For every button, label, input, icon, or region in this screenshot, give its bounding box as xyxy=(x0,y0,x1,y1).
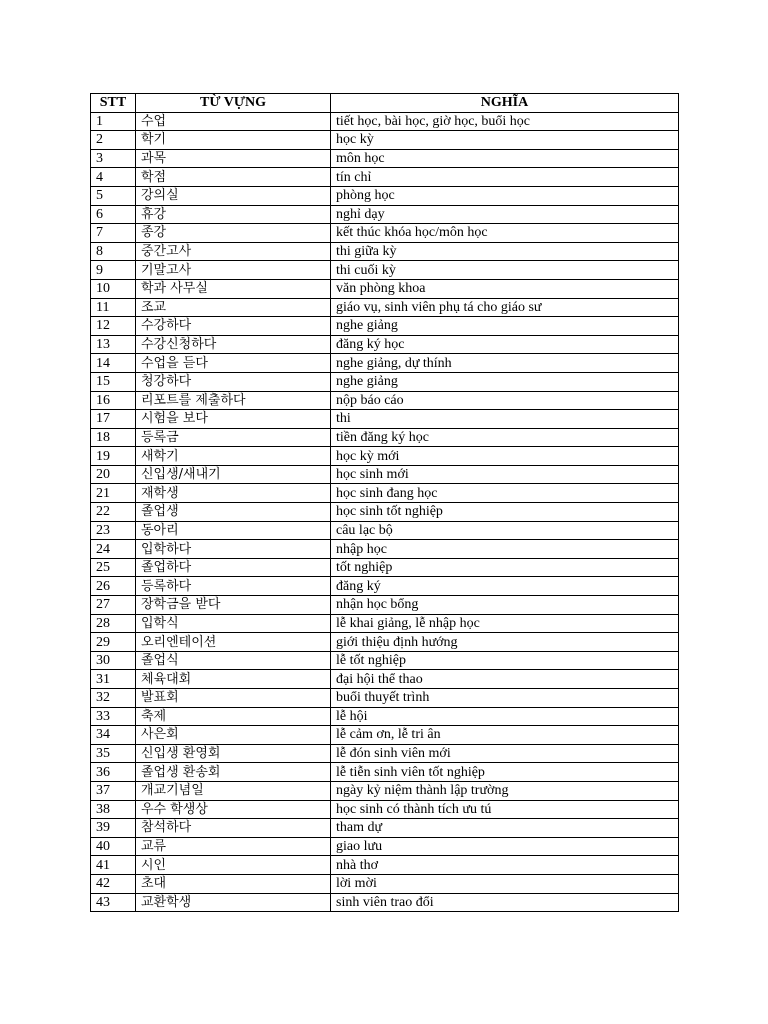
row-number: 28 xyxy=(91,614,136,633)
row-number: 24 xyxy=(91,540,136,559)
table-row xyxy=(91,763,679,782)
vocabulary-word: 기말고사 xyxy=(136,261,331,280)
header-word: TỪ VỰNG xyxy=(136,94,331,113)
vocabulary-word: 등록하다 xyxy=(136,577,331,596)
vocabulary-word: 새학기 xyxy=(136,447,331,466)
word-meaning: giới thiệu định hướng xyxy=(331,633,679,652)
row-number: 17 xyxy=(91,410,136,429)
table-row xyxy=(91,726,679,745)
word-meaning: thi giữa kỳ xyxy=(331,242,679,261)
row-number: 33 xyxy=(91,707,136,726)
table-row xyxy=(91,874,679,893)
table-row xyxy=(91,744,679,763)
table-row xyxy=(91,261,679,280)
word-meaning: phòng học xyxy=(331,186,679,205)
table-row xyxy=(91,558,679,577)
vocabulary-word: 학기 xyxy=(136,131,331,150)
vocabulary-word: 중간고사 xyxy=(136,242,331,261)
table-row xyxy=(91,689,679,708)
row-number: 15 xyxy=(91,372,136,391)
table-row xyxy=(91,354,679,373)
table-row xyxy=(91,596,679,615)
row-number: 37 xyxy=(91,781,136,800)
word-meaning: tốt nghiệp xyxy=(331,558,679,577)
vocabulary-word: 수강하다 xyxy=(136,317,331,336)
vocabulary-word: 동아리 xyxy=(136,521,331,540)
word-meaning: lời mời xyxy=(331,874,679,893)
row-number: 29 xyxy=(91,633,136,652)
row-number: 36 xyxy=(91,763,136,782)
vocabulary-word: 졸업식 xyxy=(136,651,331,670)
table-row xyxy=(91,633,679,652)
table-row xyxy=(91,484,679,503)
vocabulary-word: 오리엔테이션 xyxy=(136,633,331,652)
word-meaning: thi xyxy=(331,410,679,429)
table-row xyxy=(91,186,679,205)
vocabulary-word: 학점 xyxy=(136,168,331,187)
word-meaning: lễ tốt nghiệp xyxy=(331,651,679,670)
row-number: 8 xyxy=(91,242,136,261)
vocabulary-word: 입학식 xyxy=(136,614,331,633)
row-number: 20 xyxy=(91,465,136,484)
table-row xyxy=(91,428,679,447)
row-number: 39 xyxy=(91,819,136,838)
row-number: 42 xyxy=(91,874,136,893)
row-number: 4 xyxy=(91,168,136,187)
word-meaning: nhận học bổng xyxy=(331,596,679,615)
word-meaning: thi cuối kỳ xyxy=(331,261,679,280)
word-meaning: buổi thuyết trình xyxy=(331,689,679,708)
vocabulary-word: 장학금을 받다 xyxy=(136,596,331,615)
word-meaning: học sinh có thành tích ưu tú xyxy=(331,800,679,819)
row-number: 35 xyxy=(91,744,136,763)
table-row xyxy=(91,112,679,131)
word-meaning: lễ khai giảng, lễ nhập học xyxy=(331,614,679,633)
header-meaning: NGHĨA xyxy=(331,94,679,113)
word-meaning: nghe giảng xyxy=(331,317,679,336)
word-meaning: lễ hội xyxy=(331,707,679,726)
row-number: 16 xyxy=(91,391,136,410)
vocabulary-word: 청강하다 xyxy=(136,372,331,391)
table-row xyxy=(91,540,679,559)
table-body xyxy=(91,112,679,912)
vocabulary-word: 축제 xyxy=(136,707,331,726)
table-row xyxy=(91,205,679,224)
table-row xyxy=(91,224,679,243)
table-row xyxy=(91,893,679,912)
table-row xyxy=(91,335,679,354)
row-number: 7 xyxy=(91,224,136,243)
word-meaning: nghe giảng, dự thính xyxy=(331,354,679,373)
table-row xyxy=(91,298,679,317)
vocabulary-word: 종강 xyxy=(136,224,331,243)
row-number: 22 xyxy=(91,503,136,522)
table-row xyxy=(91,503,679,522)
table-row xyxy=(91,391,679,410)
vocabulary-word: 졸업생 xyxy=(136,503,331,522)
row-number: 12 xyxy=(91,317,136,336)
word-meaning: ngày kỷ niệm thành lập trường xyxy=(331,781,679,800)
vocabulary-word: 시험을 보다 xyxy=(136,410,331,429)
word-meaning: giáo vụ, sinh viên phụ tá cho giáo sư xyxy=(331,298,679,317)
vocabulary-word: 우수 학생상 xyxy=(136,800,331,819)
table-row xyxy=(91,707,679,726)
word-meaning: học sinh mới xyxy=(331,465,679,484)
word-meaning: đăng ký học xyxy=(331,335,679,354)
word-meaning: kết thúc khóa học/môn học xyxy=(331,224,679,243)
row-number: 40 xyxy=(91,837,136,856)
vocabulary-word: 신입생/새내기 xyxy=(136,465,331,484)
vocabulary-word: 조교 xyxy=(136,298,331,317)
word-meaning: lễ tiễn sinh viên tốt nghiệp xyxy=(331,763,679,782)
word-meaning: nhập học xyxy=(331,540,679,559)
table-row xyxy=(91,465,679,484)
row-number: 6 xyxy=(91,205,136,224)
table-row xyxy=(91,670,679,689)
word-meaning: nộp báo cáo xyxy=(331,391,679,410)
word-meaning: học kỳ mới xyxy=(331,447,679,466)
word-meaning: giao lưu xyxy=(331,837,679,856)
table-row xyxy=(91,279,679,298)
table-row xyxy=(91,577,679,596)
row-number: 18 xyxy=(91,428,136,447)
row-number: 19 xyxy=(91,447,136,466)
vocabulary-word: 강의실 xyxy=(136,186,331,205)
word-meaning: nhà thơ xyxy=(331,856,679,875)
table-row xyxy=(91,800,679,819)
row-number: 3 xyxy=(91,149,136,168)
vocabulary-word: 발표회 xyxy=(136,689,331,708)
word-meaning: học sinh tốt nghiệp xyxy=(331,503,679,522)
table-row xyxy=(91,521,679,540)
row-number: 34 xyxy=(91,726,136,745)
word-meaning: tham dự xyxy=(331,819,679,838)
word-meaning: nghỉ dạy xyxy=(331,205,679,224)
table-row xyxy=(91,317,679,336)
row-number: 41 xyxy=(91,856,136,875)
vocabulary-word: 졸업하다 xyxy=(136,558,331,577)
vocabulary-word: 시인 xyxy=(136,856,331,875)
word-meaning: câu lạc bộ xyxy=(331,521,679,540)
vocabulary-word: 교환학생 xyxy=(136,893,331,912)
table-row xyxy=(91,837,679,856)
vocabulary-word: 교류 xyxy=(136,837,331,856)
row-number: 21 xyxy=(91,484,136,503)
row-number: 32 xyxy=(91,689,136,708)
table-row xyxy=(91,410,679,429)
word-meaning: lễ cảm ơn, lễ tri ân xyxy=(331,726,679,745)
row-number: 13 xyxy=(91,335,136,354)
table-row xyxy=(91,242,679,261)
table-row xyxy=(91,856,679,875)
header-row xyxy=(91,94,679,113)
vocabulary-word: 학과 사무실 xyxy=(136,279,331,298)
table-header xyxy=(91,94,679,113)
row-number: 23 xyxy=(91,521,136,540)
word-meaning: tiền đăng ký học xyxy=(331,428,679,447)
vocabulary-word: 졸업생 환송회 xyxy=(136,763,331,782)
vocabulary-word: 재학생 xyxy=(136,484,331,503)
row-number: 31 xyxy=(91,670,136,689)
vocabulary-word: 사은회 xyxy=(136,726,331,745)
word-meaning: đăng ký xyxy=(331,577,679,596)
vocabulary-word: 참석하다 xyxy=(136,819,331,838)
table-row xyxy=(91,372,679,391)
word-meaning: tiết học, bài học, giờ học, buổi học xyxy=(331,112,679,131)
vocabulary-word: 휴강 xyxy=(136,205,331,224)
header-stt: STT xyxy=(91,94,136,113)
vocabulary-table xyxy=(90,93,679,912)
vocabulary-word: 수업을 듣다 xyxy=(136,354,331,373)
word-meaning: lễ đón sinh viên mới xyxy=(331,744,679,763)
table-row xyxy=(91,149,679,168)
word-meaning: học kỳ xyxy=(331,131,679,150)
word-meaning: sinh viên trao đổi xyxy=(331,893,679,912)
table-row xyxy=(91,819,679,838)
table-row xyxy=(91,131,679,150)
word-meaning: môn học xyxy=(331,149,679,168)
row-number: 1 xyxy=(91,112,136,131)
table-row xyxy=(91,447,679,466)
word-meaning: văn phòng khoa xyxy=(331,279,679,298)
vocabulary-word: 초대 xyxy=(136,874,331,893)
row-number: 5 xyxy=(91,186,136,205)
vocabulary-word: 개교기념일 xyxy=(136,781,331,800)
row-number: 11 xyxy=(91,298,136,317)
row-number: 2 xyxy=(91,131,136,150)
table-row xyxy=(91,781,679,800)
word-meaning: học sinh đang học xyxy=(331,484,679,503)
word-meaning: đại hội thể thao xyxy=(331,670,679,689)
row-number: 14 xyxy=(91,354,136,373)
row-number: 27 xyxy=(91,596,136,615)
vocabulary-word: 과목 xyxy=(136,149,331,168)
vocabulary-word: 등록금 xyxy=(136,428,331,447)
row-number: 26 xyxy=(91,577,136,596)
row-number: 9 xyxy=(91,261,136,280)
row-number: 38 xyxy=(91,800,136,819)
word-meaning: tín chỉ xyxy=(331,168,679,187)
row-number: 25 xyxy=(91,558,136,577)
vocabulary-word: 수업 xyxy=(136,112,331,131)
vocabulary-word: 입학하다 xyxy=(136,540,331,559)
table-row xyxy=(91,168,679,187)
row-number: 10 xyxy=(91,279,136,298)
word-meaning: nghe giảng xyxy=(331,372,679,391)
vocabulary-word: 수강신청하다 xyxy=(136,335,331,354)
table-row xyxy=(91,651,679,670)
vocabulary-word: 체육대회 xyxy=(136,670,331,689)
row-number: 30 xyxy=(91,651,136,670)
vocabulary-word: 신입생 환영회 xyxy=(136,744,331,763)
vocabulary-word: 리포트를 제출하다 xyxy=(136,391,331,410)
table-row xyxy=(91,614,679,633)
row-number: 43 xyxy=(91,893,136,912)
